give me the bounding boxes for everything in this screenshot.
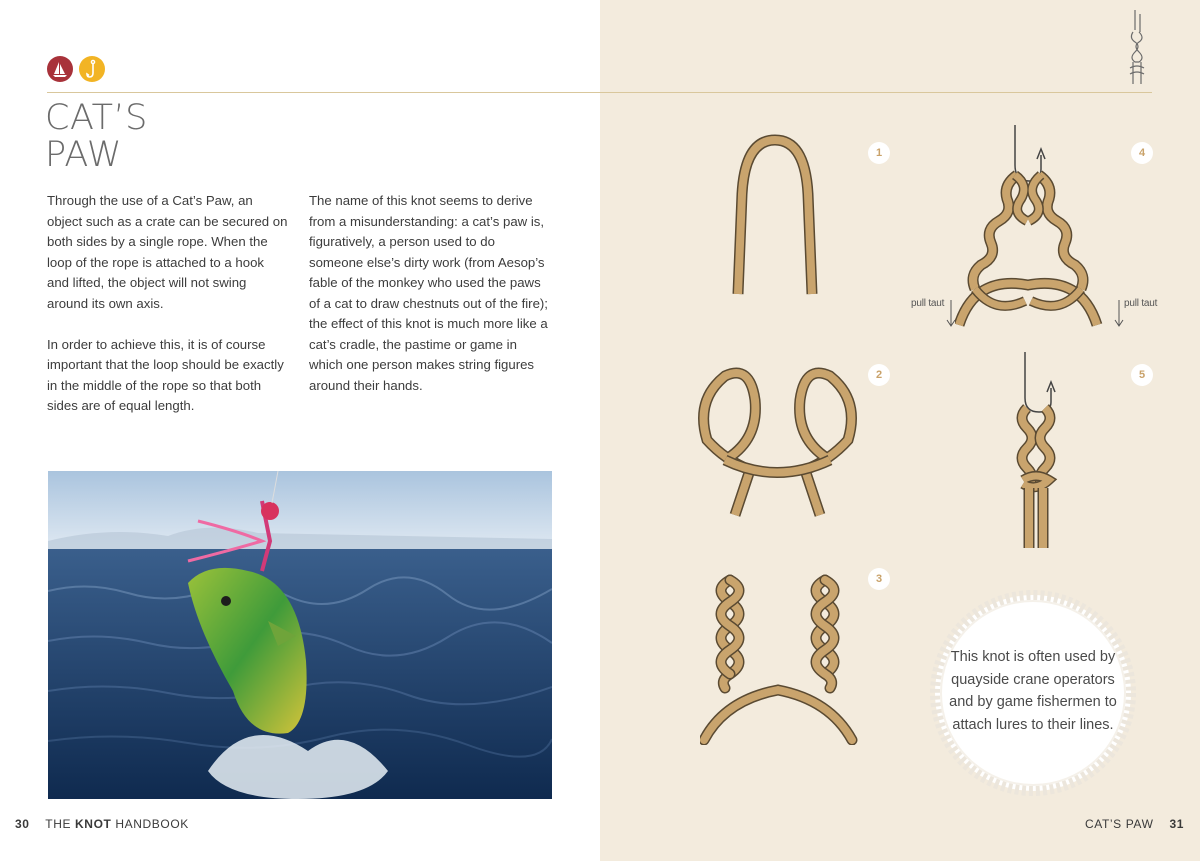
paragraph: Through the use of a Cat’s Paw, an object such as a crate can be secured on both sides by a single rope. When the loop of the rope is attached to a hook and lifted, the object will not swing around its own axis. <box>47 193 288 311</box>
callout-text: This knot is often used by quayside crane operators and by game fishermen to attach lures to their lines. <box>949 649 1117 733</box>
sailboat-icon <box>47 56 73 82</box>
book-title-the: THE <box>45 817 72 831</box>
knot-step-3-illustration <box>700 570 860 745</box>
knot-step-1-illustration <box>720 134 830 299</box>
knot-icon <box>1126 10 1148 84</box>
down-arrow-icon <box>1114 300 1124 328</box>
book-title-knot: KNOT <box>75 817 112 831</box>
text-column-1 <box>47 191 289 437</box>
page-number: 31 <box>1169 817 1184 831</box>
knot-step-5-illustration <box>1005 352 1075 552</box>
chapter-title: CAT’S PAW <box>1084 817 1154 831</box>
step-number-5: 5 <box>1131 364 1153 386</box>
down-arrow-icon <box>946 300 956 328</box>
fishing-hook-icon <box>79 56 105 82</box>
book-title-handbook: HANDBOOK <box>115 817 189 831</box>
knot-step-2-illustration <box>695 360 860 520</box>
step-number-1: 1 <box>868 142 890 164</box>
step-number-4: 4 <box>1131 142 1153 164</box>
step-number-2: 2 <box>868 364 890 386</box>
header-rule <box>47 92 600 93</box>
fish-photo <box>48 471 552 799</box>
header-rule <box>600 92 1152 93</box>
paragraph: In order to achieve this, it is of course important that the loop should be exactly in the middle of the rope so that both sides are of equal length. <box>47 336 284 413</box>
pull-taut-label-right: pull taut <box>1124 298 1158 309</box>
text-column-2 <box>309 191 551 417</box>
pull-taut-label-left: pull taut <box>911 298 945 309</box>
page-number: 30 <box>15 817 30 831</box>
title-line-2: PAW <box>45 135 123 175</box>
page-footer-right <box>1085 817 1184 831</box>
step-number-3: 3 <box>868 568 890 590</box>
page-title <box>45 100 148 174</box>
title-line-1: CAT’S <box>45 98 148 138</box>
knot-step-4-illustration <box>955 125 1115 330</box>
page-footer-left <box>15 817 189 831</box>
paragraph: The name of this knot seems to derive from a misunderstanding: a cat’s paw is, figuratively, a person used to do someone else’s dirty work (from Aesop’s fable of the monkey who used the paws of a cat to draw chestnuts out of the fire); the effect of this knot is much more like a cat’s cradle, the pastime or game in which one person makes string figures around their hands. <box>309 193 548 393</box>
